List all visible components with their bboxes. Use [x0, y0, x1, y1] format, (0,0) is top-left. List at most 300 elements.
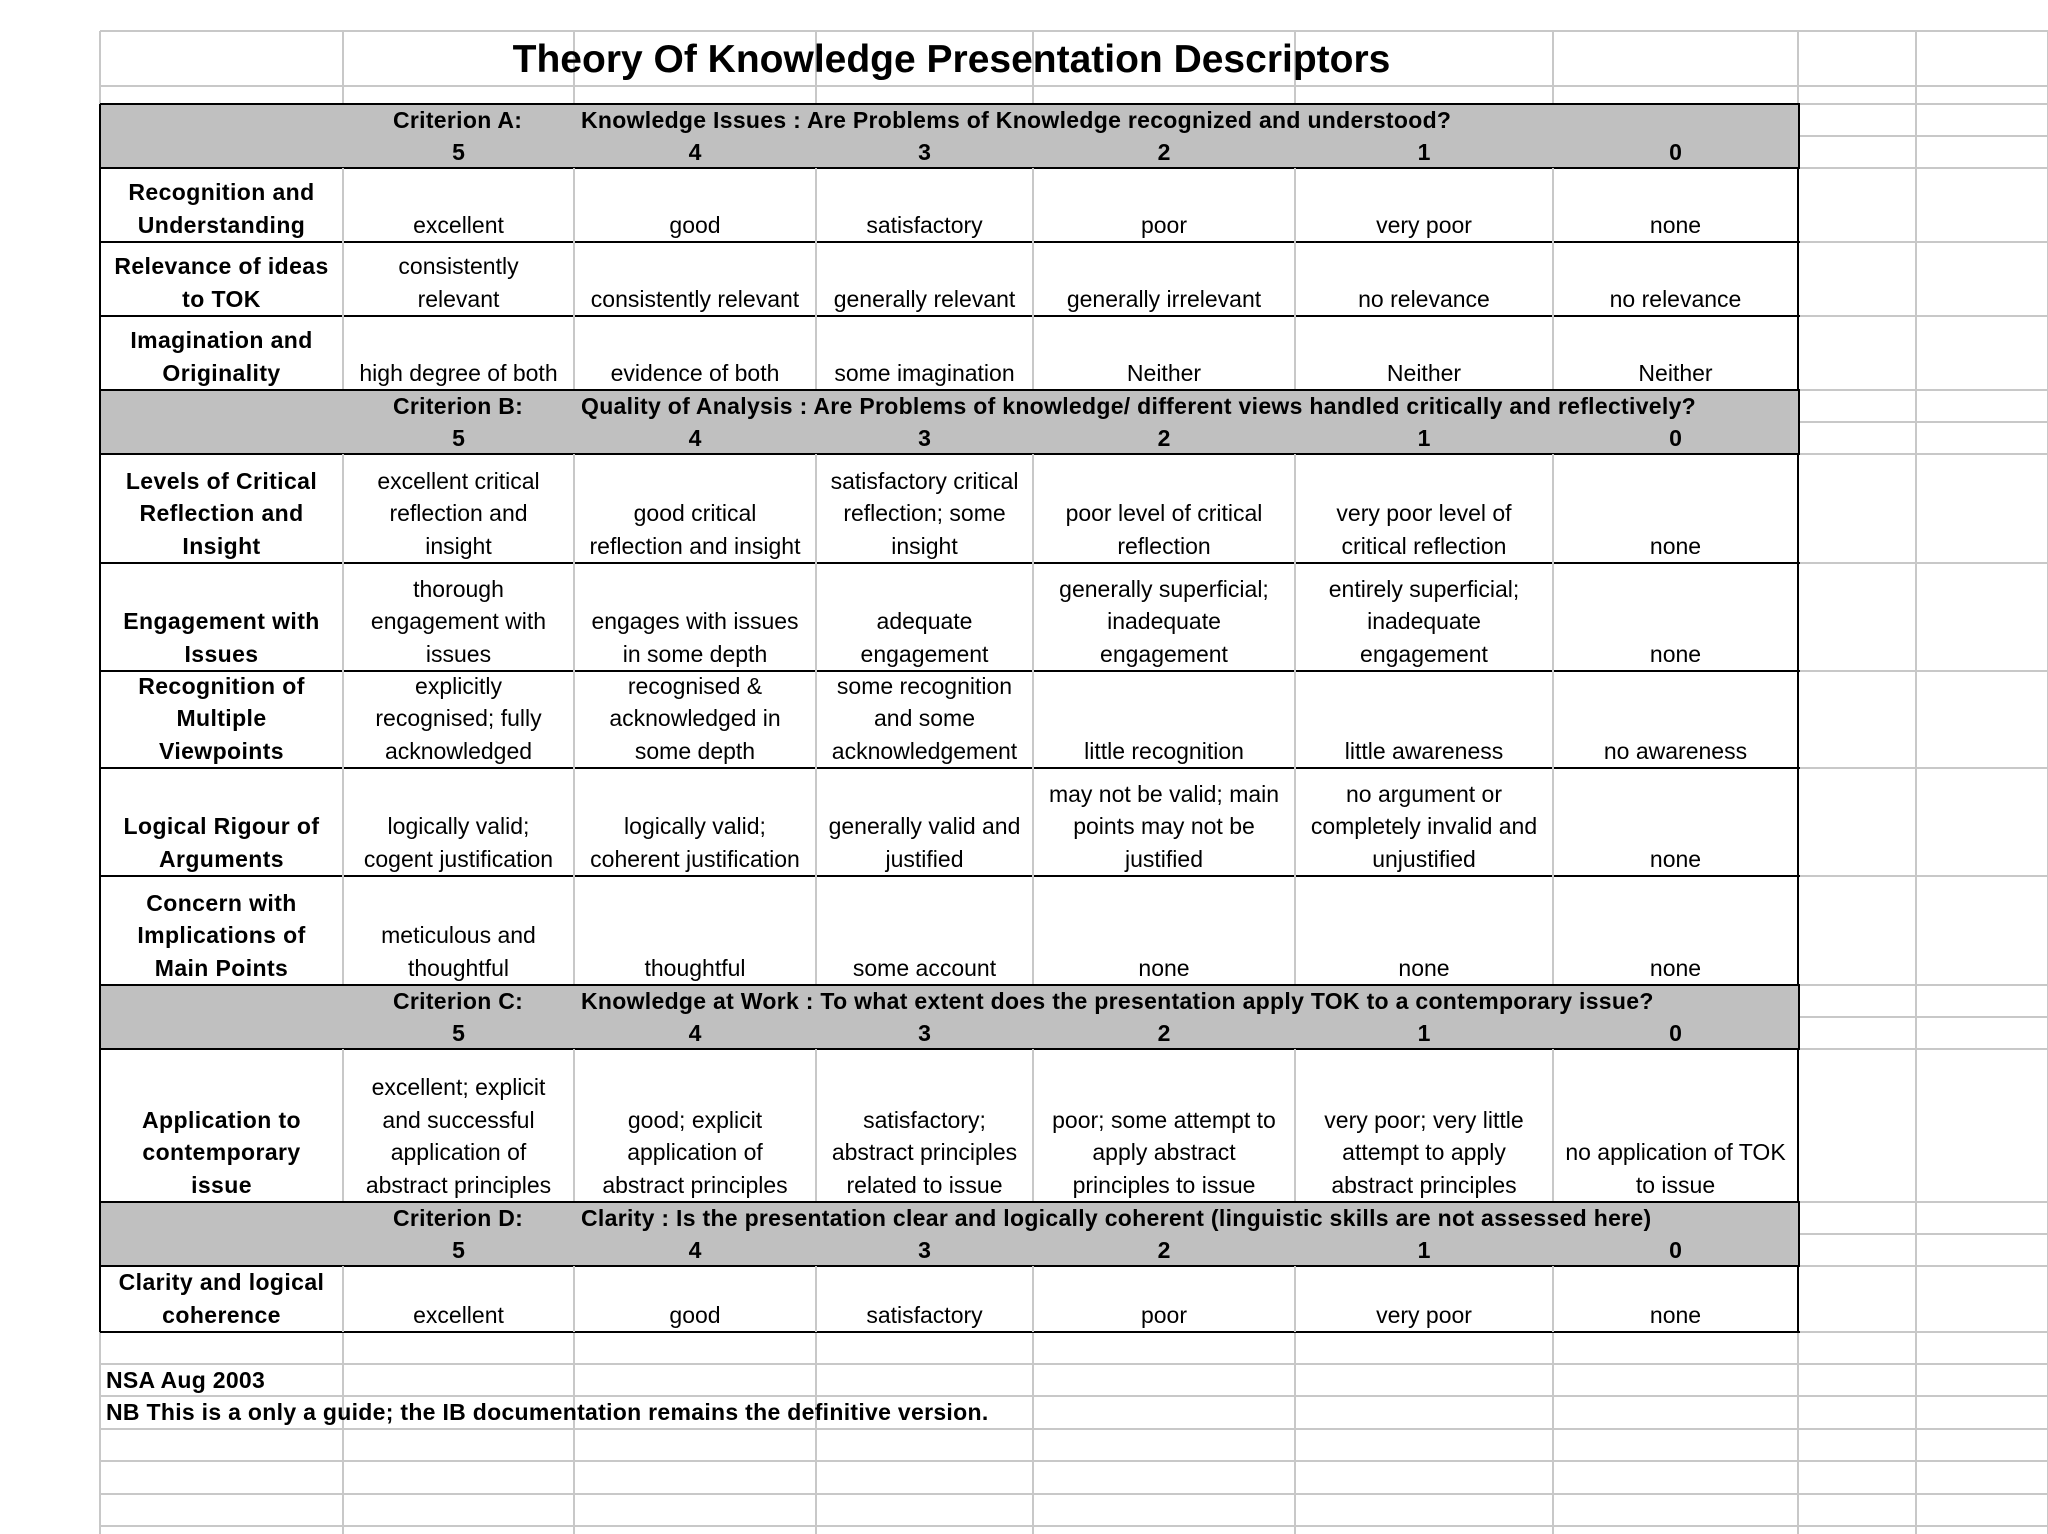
score-header: 0: [1669, 425, 1682, 451]
descriptor-line: points may not be: [1073, 813, 1255, 839]
descriptor-cell: [1033, 563, 1295, 671]
table-border: [99, 768, 101, 876]
table-border: [99, 671, 101, 768]
descriptor-line: engagement with: [370, 608, 547, 634]
descriptor-line: Neither: [1126, 359, 1202, 386]
row-label-line: Viewpoints: [159, 737, 284, 764]
row-label-line: Levels of Critical: [125, 467, 318, 494]
row-label: [100, 563, 343, 671]
table-border: [573, 316, 575, 390]
descriptor-cell: [574, 1049, 816, 1202]
score-header: 5: [452, 1237, 465, 1263]
table-border: [1294, 768, 1296, 876]
descriptor-cell: [343, 1266, 574, 1332]
descriptor-line: engagement: [1360, 640, 1488, 667]
descriptor-line: none: [1649, 211, 1702, 238]
table-border: [1798, 390, 1800, 454]
descriptor-line: no awareness: [1603, 737, 1748, 764]
table-border: [573, 168, 575, 242]
descriptor-line: some account: [852, 954, 997, 981]
table-border: [342, 454, 344, 563]
descriptor-line: satisfactory critical: [830, 467, 1019, 494]
descriptor-cell: [1033, 1049, 1295, 1202]
criterion-label: Criterion B:: [393, 393, 524, 419]
table-border: [342, 671, 344, 768]
table-border: [1552, 168, 1554, 242]
score-header: 5: [452, 1020, 465, 1046]
descriptor-line: high degree of both: [359, 359, 558, 386]
descriptor-cell: [574, 768, 816, 876]
descriptor-line: satisfactory;: [863, 1106, 986, 1133]
table-border: [1797, 1266, 1799, 1332]
descriptor-cell: [816, 876, 1033, 985]
descriptor-line: thoughtful: [644, 954, 746, 981]
descriptor-line: no argument or: [1346, 780, 1502, 807]
descriptor-line: poor: [1140, 211, 1188, 238]
descriptor-cell: [816, 168, 1033, 242]
descriptor-cell: [1033, 876, 1295, 985]
table-border: [573, 671, 575, 768]
descriptor-cell: [1553, 876, 1798, 985]
table-border: [99, 563, 101, 671]
descriptor-cell: [1295, 768, 1553, 876]
descriptor-line: very poor: [1376, 1301, 1472, 1328]
table-border: [1797, 876, 1799, 985]
table-border: [1032, 768, 1034, 876]
descriptor-line: none: [1398, 954, 1450, 981]
descriptor-line: may not be valid; main: [1048, 780, 1280, 807]
descriptor-cell: [1553, 1049, 1798, 1202]
descriptor-cell: [574, 563, 816, 671]
descriptor-cell: [343, 168, 574, 242]
descriptor-line: consistently: [398, 253, 519, 279]
table-border: [1294, 876, 1296, 985]
grid-row-line: [100, 1460, 2048, 1462]
table-border: [99, 454, 101, 563]
descriptor-cell: [816, 316, 1033, 390]
descriptor-cell: [1033, 768, 1295, 876]
descriptor-line: good: [669, 211, 721, 238]
descriptor-cell: [343, 563, 574, 671]
score-header: 2: [1157, 1020, 1171, 1046]
descriptor-line: poor; some attempt to: [1052, 1106, 1276, 1133]
row-label-line: Originality: [162, 359, 281, 386]
grid-row-line: [1799, 1016, 2048, 1018]
descriptor-cell: [1553, 316, 1798, 390]
descriptor-line: related to issue: [846, 1171, 1003, 1198]
row-label: [100, 168, 343, 242]
descriptor-cell: [1553, 768, 1798, 876]
descriptor-cell: [1295, 1266, 1553, 1332]
descriptor-cell: [816, 563, 1033, 671]
row-label-line: Recognition and: [128, 179, 315, 205]
row-label: [100, 242, 343, 316]
table-border: [1552, 768, 1554, 876]
descriptor-line: none: [1649, 1301, 1702, 1328]
table-border: [815, 454, 817, 563]
row-label: [100, 876, 343, 985]
grid-row-line: [1799, 421, 2048, 423]
table-border: [1032, 242, 1034, 316]
descriptor-line: critical reflection: [1341, 532, 1507, 559]
table-border: [1032, 168, 1034, 242]
score-header: 5: [452, 139, 465, 165]
table-border: [1294, 1049, 1296, 1202]
table-border: [342, 1049, 344, 1202]
table-border: [815, 242, 817, 316]
descriptor-line: some recognition: [836, 672, 1013, 699]
criterion-label: Criterion A:: [393, 107, 523, 133]
table-border: [1798, 985, 1800, 1049]
score-header: 5: [452, 425, 465, 451]
descriptor-cell: [343, 876, 574, 985]
descriptor-line: engages with issues: [591, 608, 799, 634]
table-border: [573, 1049, 575, 1202]
row-label-line: issue: [191, 1171, 252, 1198]
table-border: [1032, 1266, 1034, 1332]
descriptor-line: some depth: [634, 737, 756, 764]
grid-col-line: [1915, 31, 1917, 1534]
descriptor-line: reflection and: [389, 500, 528, 526]
descriptor-line: entirely superficial;: [1328, 575, 1520, 602]
descriptor-cell: [574, 316, 816, 390]
descriptor-line: poor: [1140, 1301, 1188, 1328]
row-label-line: to TOK: [182, 285, 261, 312]
descriptor-cell: [816, 1049, 1033, 1202]
descriptor-line: no application of TOK: [1565, 1139, 1786, 1165]
table-border: [99, 390, 101, 454]
score-header: 2: [1157, 425, 1171, 451]
row-label-line: Arguments: [158, 845, 284, 872]
table-border: [1552, 242, 1554, 316]
descriptor-cell: [816, 454, 1033, 563]
score-header: 1: [1417, 1237, 1431, 1263]
table-border: [1797, 1049, 1799, 1202]
grid-row-line: [100, 1493, 2048, 1495]
descriptor-cell: [1295, 316, 1553, 390]
row-label: [100, 454, 343, 563]
descriptor-line: attempt to apply: [1342, 1139, 1506, 1165]
table-border: [342, 242, 344, 316]
row-label-line: Imagination and: [130, 327, 313, 353]
descriptor-line: and successful: [382, 1106, 535, 1133]
descriptor-cell: [343, 768, 574, 876]
descriptor-line: logically valid;: [624, 813, 766, 839]
score-header: 0: [1669, 139, 1682, 165]
descriptor-line: none: [1138, 954, 1190, 981]
row-label-line: Engagement with: [123, 608, 320, 634]
descriptor-cell: [1553, 454, 1798, 563]
descriptor-line: recognised &: [627, 672, 763, 699]
table-border: [99, 168, 101, 242]
criterion-question: Quality of Analysis : Are Problems of knowledge/ different views handled critically and reflectively?: [581, 393, 1697, 419]
disclaimer-note: NB This is a only a guide; the IB documentation remains the definitive version.: [106, 1399, 989, 1425]
descriptor-cell: [1295, 168, 1553, 242]
table-border: [1032, 1049, 1034, 1202]
grid-row-line: [1799, 1233, 2048, 1235]
score-header: 3: [918, 139, 931, 165]
descriptor-cell: [1033, 168, 1295, 242]
table-border: [815, 768, 817, 876]
descriptor-line: reflection; some: [843, 500, 1006, 526]
descriptor-cell: [1295, 563, 1553, 671]
table-border: [815, 563, 817, 671]
descriptor-line: abstract principles: [365, 1171, 552, 1198]
descriptor-line: abstract principles: [1331, 1171, 1517, 1198]
descriptor-line: little recognition: [1084, 737, 1244, 764]
descriptor-line: issues: [425, 640, 492, 667]
descriptor-cell: [574, 1266, 816, 1332]
score-header: 4: [688, 1020, 702, 1046]
descriptor-line: evidence of both: [610, 359, 780, 386]
score-header: 0: [1669, 1237, 1682, 1263]
descriptor-line: logically valid;: [387, 813, 530, 839]
descriptor-line: justified: [1125, 845, 1203, 872]
score-header: 2: [1157, 1237, 1171, 1263]
criterion-label: Criterion D:: [393, 1205, 524, 1231]
table-border: [573, 454, 575, 563]
descriptor-line: good: [669, 1301, 721, 1328]
descriptor-line: good critical: [633, 500, 757, 526]
descriptor-line: apply abstract: [1092, 1139, 1236, 1165]
grid-row-line: [100, 30, 2048, 32]
score-header: 1: [1417, 1020, 1431, 1046]
table-border: [1032, 563, 1034, 671]
row-label-line: Implications of: [137, 922, 306, 948]
score-header: 1: [1417, 139, 1431, 165]
table-border: [99, 1202, 101, 1266]
table-border: [815, 876, 817, 985]
descriptor-line: abstract principles: [831, 1139, 1018, 1165]
page-title: Theory Of Knowledge Presentation Descriptors: [512, 38, 1391, 81]
descriptor-cell: [1295, 671, 1553, 768]
table-border: [1032, 671, 1034, 768]
table-border: [1032, 876, 1034, 985]
descriptor-line: inadequate: [1367, 608, 1481, 634]
row-label-line: contemporary: [142, 1139, 301, 1165]
descriptor-line: some imagination: [834, 359, 1015, 386]
descriptor-line: generally valid and: [828, 813, 1021, 839]
descriptor-cell: [574, 454, 816, 563]
descriptor-cell: [1033, 316, 1295, 390]
table-border: [1797, 168, 1799, 242]
table-border: [815, 1266, 817, 1332]
descriptor-line: satisfactory: [866, 1301, 983, 1328]
descriptor-line: no relevance: [1358, 285, 1490, 312]
table-border: [1294, 316, 1296, 390]
descriptor-line: very poor: [1376, 211, 1472, 238]
table-border: [1552, 454, 1554, 563]
descriptor-line: insight: [891, 532, 958, 559]
descriptor-cell: [1553, 563, 1798, 671]
table-border: [1797, 563, 1799, 671]
table-border: [342, 768, 344, 876]
descriptor-line: excellent; explicit: [371, 1074, 546, 1100]
table-border: [100, 389, 1800, 391]
descriptor-cell: [574, 671, 816, 768]
table-border: [1552, 1266, 1554, 1332]
descriptor-cell: [1553, 242, 1798, 316]
table-border: [815, 316, 817, 390]
table-border: [1798, 104, 1800, 168]
descriptor-line: none: [1649, 640, 1702, 667]
table-border: [573, 563, 575, 671]
descriptor-cell: [574, 876, 816, 985]
table-border: [1552, 316, 1554, 390]
row-label-line: Multiple: [176, 705, 267, 731]
table-border: [99, 242, 101, 316]
table-border: [99, 316, 101, 390]
descriptor-line: satisfactory: [866, 211, 983, 238]
table-border: [99, 1266, 101, 1332]
descriptor-cell: [1033, 242, 1295, 316]
score-header: 3: [918, 1237, 931, 1263]
descriptor-line: thorough: [413, 575, 504, 602]
descriptor-line: very poor level of: [1336, 500, 1512, 526]
table-border: [1294, 454, 1296, 563]
descriptor-line: justified: [885, 845, 964, 872]
table-border: [1552, 563, 1554, 671]
descriptor-line: none: [1649, 845, 1702, 872]
descriptor-cell: [343, 316, 574, 390]
table-border: [573, 768, 575, 876]
descriptor-line: principles to issue: [1072, 1171, 1256, 1198]
row-label-line: Understanding: [137, 211, 306, 238]
table-border: [100, 1201, 1800, 1203]
descriptor-line: none: [1649, 954, 1702, 981]
table-border: [1294, 1266, 1296, 1332]
score-header: 4: [688, 139, 702, 165]
descriptor-line: no relevance: [1609, 285, 1742, 312]
table-border: [1294, 563, 1296, 671]
descriptor-line: insight: [425, 532, 492, 559]
descriptor-line: good; explicit: [627, 1106, 763, 1133]
row-label-line: Relevance of ideas: [114, 253, 329, 279]
table-border: [100, 1331, 1800, 1333]
descriptor-cell: [1033, 454, 1295, 563]
descriptor-cell: [343, 242, 574, 316]
grid-row-line: [100, 1363, 2048, 1365]
row-label: [100, 1266, 343, 1332]
descriptor-line: coherent justification: [590, 845, 800, 872]
row-label-line: coherence: [162, 1301, 281, 1328]
descriptor-cell: [1033, 671, 1295, 768]
row-label-line: Application to: [142, 1106, 301, 1133]
table-border: [1797, 671, 1799, 768]
score-header: 3: [918, 1020, 931, 1046]
table-border: [99, 1049, 101, 1202]
table-border: [573, 1266, 575, 1332]
descriptor-line: inadequate: [1107, 608, 1221, 634]
grid-row-line: [1799, 135, 2048, 137]
table-border: [1294, 168, 1296, 242]
score-header: 3: [918, 425, 931, 451]
descriptor-line: excellent: [413, 211, 504, 238]
descriptor-line: generally irrelevant: [1066, 285, 1262, 312]
table-border: [1294, 242, 1296, 316]
table-border: [815, 1049, 817, 1202]
table-border: [573, 876, 575, 985]
score-header: 2: [1157, 139, 1171, 165]
descriptor-line: none: [1649, 532, 1702, 559]
descriptor-cell: [1033, 1266, 1295, 1332]
descriptor-line: engagement: [860, 640, 989, 667]
descriptor-cell: [1553, 671, 1798, 768]
descriptor-line: adequate: [876, 608, 973, 634]
table-border: [815, 671, 817, 768]
descriptor-line: and some: [873, 705, 975, 731]
descriptor-cell: [1553, 168, 1798, 242]
table-border: [1797, 768, 1799, 876]
table-border: [1552, 1049, 1554, 1202]
table-border: [1552, 876, 1554, 985]
table-border: [100, 984, 1800, 986]
descriptor-cell: [1553, 1266, 1798, 1332]
criterion-question: Clarity : Is the presentation clear and logically coherent (linguistic skills are not assessed here): [581, 1205, 1652, 1231]
table-border: [815, 168, 817, 242]
descriptor-cell: [574, 168, 816, 242]
descriptor-cell: [1295, 454, 1553, 563]
grid-row-line: [100, 1428, 2048, 1430]
descriptor-cell: [816, 671, 1033, 768]
descriptor-line: little awareness: [1344, 737, 1504, 764]
descriptor-cell: [343, 1049, 574, 1202]
row-label-line: Logical Rigour of: [123, 813, 320, 839]
table-border: [1032, 454, 1034, 563]
row-label-line: Reflection and: [139, 500, 304, 526]
table-border: [342, 563, 344, 671]
grid-row-line: [100, 1525, 2048, 1527]
descriptor-cell: [343, 671, 574, 768]
row-label-line: Issues: [184, 640, 259, 667]
descriptor-line: abstract principles: [602, 1171, 788, 1198]
table-border: [1797, 316, 1799, 390]
descriptor-line: recognised; fully: [375, 705, 542, 731]
descriptor-line: generally relevant: [833, 285, 1016, 312]
descriptor-line: Neither: [1386, 359, 1462, 386]
row-label: [100, 768, 343, 876]
author-note: NSA Aug 2003: [106, 1367, 266, 1393]
row-label: [100, 1049, 343, 1202]
table-border: [99, 985, 101, 1049]
descriptor-line: to issue: [1635, 1171, 1716, 1198]
descriptor-line: acknowledgement: [831, 737, 1018, 764]
descriptor-line: excellent: [413, 1301, 504, 1328]
row-label-line: Concern with: [146, 889, 297, 916]
descriptor-line: in some depth: [622, 640, 768, 667]
descriptor-cell: [816, 768, 1033, 876]
table-border: [99, 104, 101, 168]
table-border: [1797, 242, 1799, 316]
score-header: 1: [1417, 425, 1431, 451]
descriptor-cell: [574, 242, 816, 316]
criterion-question: Knowledge Issues : Are Problems of Knowledge recognized and understood?: [581, 107, 1452, 133]
table-border: [342, 316, 344, 390]
score-header: 4: [688, 1237, 702, 1263]
row-label-line: Insight: [182, 532, 261, 559]
row-label-line: Clarity and logical: [118, 1269, 325, 1295]
criterion-label: Criterion C:: [393, 988, 524, 1014]
descriptor-line: Neither: [1638, 359, 1713, 386]
descriptor-line: application of: [390, 1139, 527, 1165]
descriptor-line: reflection: [1117, 532, 1211, 559]
row-label: [100, 671, 343, 768]
table-border: [1294, 671, 1296, 768]
descriptor-line: acknowledged in: [609, 705, 781, 731]
descriptor-line: application of: [627, 1139, 763, 1165]
row-label-line: Recognition of: [138, 672, 305, 699]
table-border: [99, 876, 101, 985]
